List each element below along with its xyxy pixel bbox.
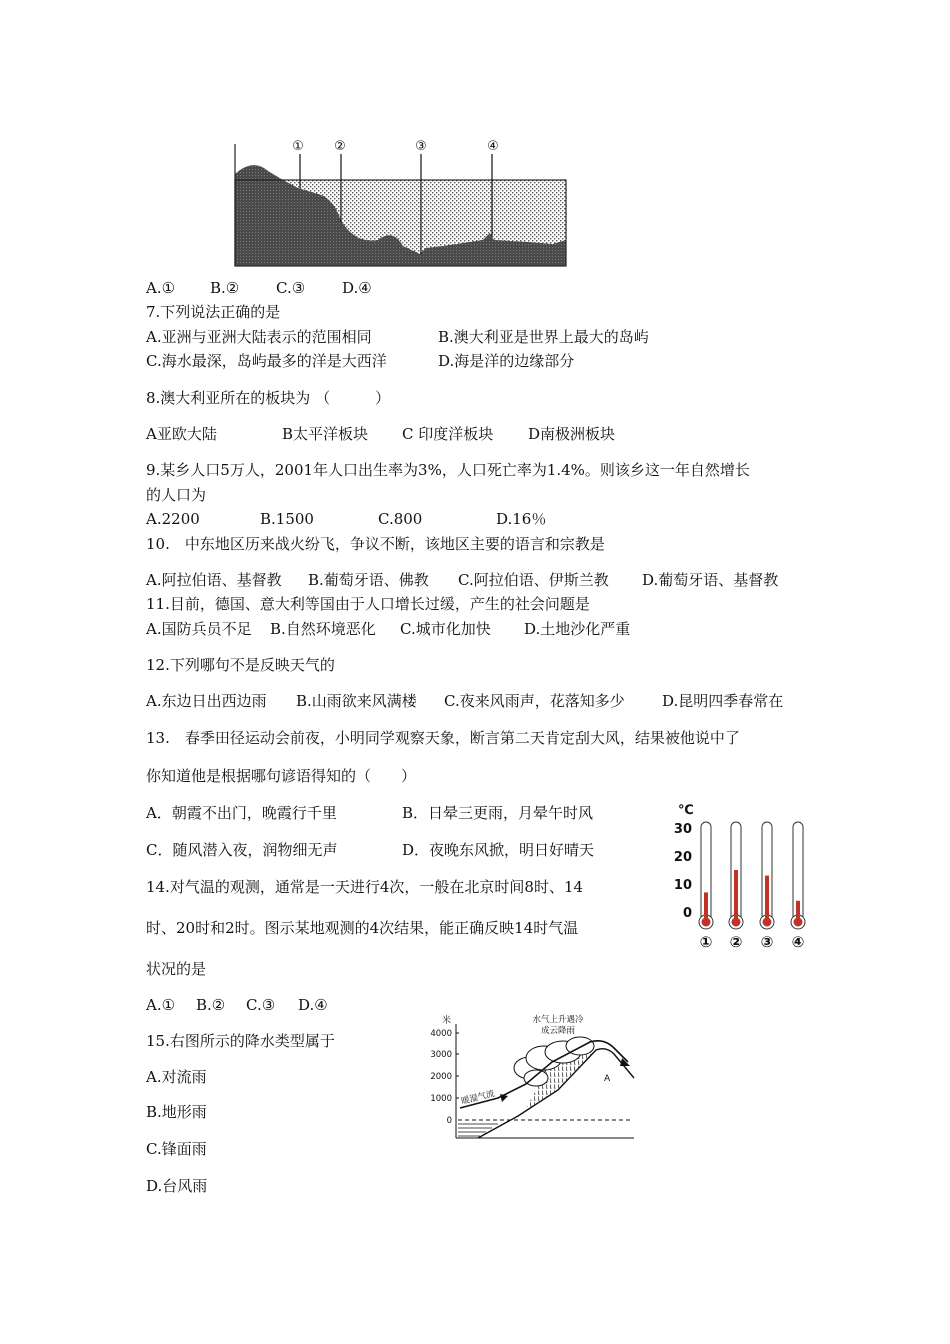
thermometer-mercury-column-3 xyxy=(765,876,769,922)
q7-option-d[interactable]: D.海是洋的边缘部分 xyxy=(438,352,575,370)
q13-options-row1 xyxy=(146,803,593,823)
q7-option-b[interactable]: B.澳大利亚是世界上最大的岛屿 xyxy=(438,328,649,346)
thermometer-mercury-column-1 xyxy=(704,892,708,922)
q6-option-a[interactable]: A.① xyxy=(146,279,176,297)
q9-option-b[interactable]: B.1500 xyxy=(260,510,314,528)
unit-meter: 米 xyxy=(442,1016,452,1026)
ytick-4000: 4000 xyxy=(430,1029,452,1039)
ytick-0: 0 xyxy=(446,1116,452,1126)
marker-4: ④ xyxy=(487,139,499,154)
q11-stem: 11.目前，德国、意大利等国由于人口增长过缓，产生的社会问题是 xyxy=(146,595,590,613)
scale-30: 30 xyxy=(673,822,692,837)
thermometer-mercury-column-2 xyxy=(734,870,738,922)
q11-options xyxy=(146,619,630,639)
scale-0: 0 xyxy=(682,906,692,921)
thermometer-mercury-column-4 xyxy=(796,901,800,922)
q8-options xyxy=(146,424,615,444)
q8-option-a[interactable]: A亚欧大陆 xyxy=(146,425,217,443)
q12-stem: 12.下列哪句不是反映天气的 xyxy=(146,656,335,674)
marker-3: ③ xyxy=(415,139,427,154)
q10-stem: 10. 中东地区历来战火纷飞，争议不断，该地区主要的语言和宗教是 xyxy=(146,535,605,553)
q13-stem-line2: 你知道他是根据哪句谚语得知的（ ） xyxy=(146,767,417,785)
q9-option-d[interactable]: D.16％ xyxy=(496,510,547,528)
label-a: A xyxy=(604,1074,611,1084)
q15-stem: 15.右图所示的降水类型属于 xyxy=(146,1032,335,1050)
q7-option-c[interactable]: C.海水最深，岛屿最多的洋是大西洋 xyxy=(146,352,387,370)
marker-1: ① xyxy=(292,139,304,154)
marker-2: ② xyxy=(334,139,346,154)
ocean-profile-figure xyxy=(228,136,573,268)
ytick-3000: 3000 xyxy=(430,1050,452,1060)
q9-option-a[interactable]: A.2200 xyxy=(146,510,200,528)
ytick-2000: 2000 xyxy=(430,1072,452,1082)
profile-markers xyxy=(292,139,499,154)
q6-option-d[interactable]: D.④ xyxy=(342,279,372,297)
q8-option-d[interactable]: D南极洲板块 xyxy=(528,425,616,443)
q15-option-c[interactable]: C.锋面雨 xyxy=(146,1140,207,1158)
q10-option-c[interactable]: C.阿拉伯语、伊斯兰教 xyxy=(458,571,609,589)
q14-option-a[interactable]: A.① xyxy=(146,996,176,1014)
q11-option-c[interactable]: C.城市化加快 xyxy=(400,620,491,638)
q10-option-b[interactable]: B.葡萄牙语、佛教 xyxy=(308,571,429,589)
q9-stem-line2: 的人口为 xyxy=(146,486,207,504)
q8-option-b[interactable]: B太平洋板块 xyxy=(282,425,369,443)
q12-option-c[interactable]: C.夜来风雨声，花落知多少 xyxy=(444,692,625,710)
q15-option-a[interactable]: A.对流雨 xyxy=(146,1068,207,1086)
thermometer-label-3: ③ xyxy=(760,933,774,951)
thermometer-label-4: ④ xyxy=(791,933,805,951)
ytick-1000: 1000 xyxy=(430,1094,452,1104)
orographic-rain-figure xyxy=(418,1012,640,1144)
q9-options xyxy=(146,509,546,529)
thermometer-figure xyxy=(672,800,817,955)
q14-option-b[interactable]: B.② xyxy=(196,996,226,1014)
q7-options-row2 xyxy=(146,351,574,371)
q11-option-b[interactable]: B.自然环境恶化 xyxy=(270,620,376,638)
q14-stem-line3: 状况的是 xyxy=(146,960,207,978)
q12-options xyxy=(146,691,783,711)
q14-stem-line1: 14.对气温的观测，通常是一天进行4次，一般在北京时间8时、14 xyxy=(146,878,584,896)
q13-option-c[interactable]: C．随风潜入夜，润物细无声 xyxy=(146,841,338,859)
q12-option-d[interactable]: D.昆明四季春常在 xyxy=(662,692,784,710)
q15-option-d[interactable]: D.台风雨 xyxy=(146,1177,208,1195)
q14-stem-line2: 时、20时和2时。图示某地观测的4次结果，能正确反映14时气温 xyxy=(146,919,579,937)
q11-option-a[interactable]: A.国防兵员不足 xyxy=(146,620,252,638)
label-condensation-line1: 水气上升遇冷 xyxy=(532,1015,584,1025)
q14-options xyxy=(146,995,328,1015)
q13-option-b[interactable]: B．日晕三更雨，月晕午时风 xyxy=(402,804,594,822)
unit-label: ℃ xyxy=(678,803,694,818)
q12-option-a[interactable]: A.东边日出西边雨 xyxy=(146,692,267,710)
q15-option-b[interactable]: B.地形雨 xyxy=(146,1103,207,1121)
q11-option-d[interactable]: D.土地沙化严重 xyxy=(524,620,631,638)
thermometer-label-2: ② xyxy=(729,933,743,951)
q13-options-row2 xyxy=(146,840,594,860)
q7-option-a[interactable]: A.亚洲与亚洲大陆表示的范围相同 xyxy=(146,328,372,346)
scale-10: 10 xyxy=(673,878,692,893)
q13-option-a[interactable]: A．朝霞不出门，晚霞行千里 xyxy=(146,804,337,822)
q10-option-d[interactable]: D.葡萄牙语、基督教 xyxy=(642,571,779,589)
q9-stem-line1: 9.某乡人口5万人，2001年人口出生率为3%，人口死亡率为1.4%。则该乡这一年自然增长 xyxy=(146,461,750,479)
scale-20: 20 xyxy=(673,850,692,865)
q10-options xyxy=(146,570,778,590)
label-warm-moist-air: 暖湿气流 xyxy=(460,1088,496,1107)
q13-stem-line1: 13. 春季田径运动会前夜，小明同学观察天象，断言第二天肯定刮大风，结果被他说中了 xyxy=(146,729,740,747)
q12-option-b[interactable]: B.山雨欲来风满楼 xyxy=(296,692,417,710)
q9-option-c[interactable]: C.800 xyxy=(378,510,423,528)
q14-option-c[interactable]: C.③ xyxy=(246,996,276,1014)
q14-option-d[interactable]: D.④ xyxy=(298,996,328,1014)
q10-option-a[interactable]: A.阿拉伯语、基督教 xyxy=(146,571,282,589)
thermometer-label-1: ① xyxy=(699,933,713,951)
q7-options-row1 xyxy=(146,327,649,347)
q8-option-c[interactable]: C 印度洋板块 xyxy=(402,425,494,443)
q8-stem: 8.澳大利亚所在的板块为 （ ） xyxy=(146,389,391,407)
q6-option-b[interactable]: B.② xyxy=(210,279,240,297)
q7-stem: 7.下列说法正确的是 xyxy=(146,303,281,321)
q6-option-c[interactable]: C.③ xyxy=(276,279,306,297)
q6-options xyxy=(146,278,372,298)
q13-option-d[interactable]: D．夜晚东风掀，明日好晴天 xyxy=(402,841,595,859)
label-condensation-line2: 成云降雨 xyxy=(540,1026,576,1036)
